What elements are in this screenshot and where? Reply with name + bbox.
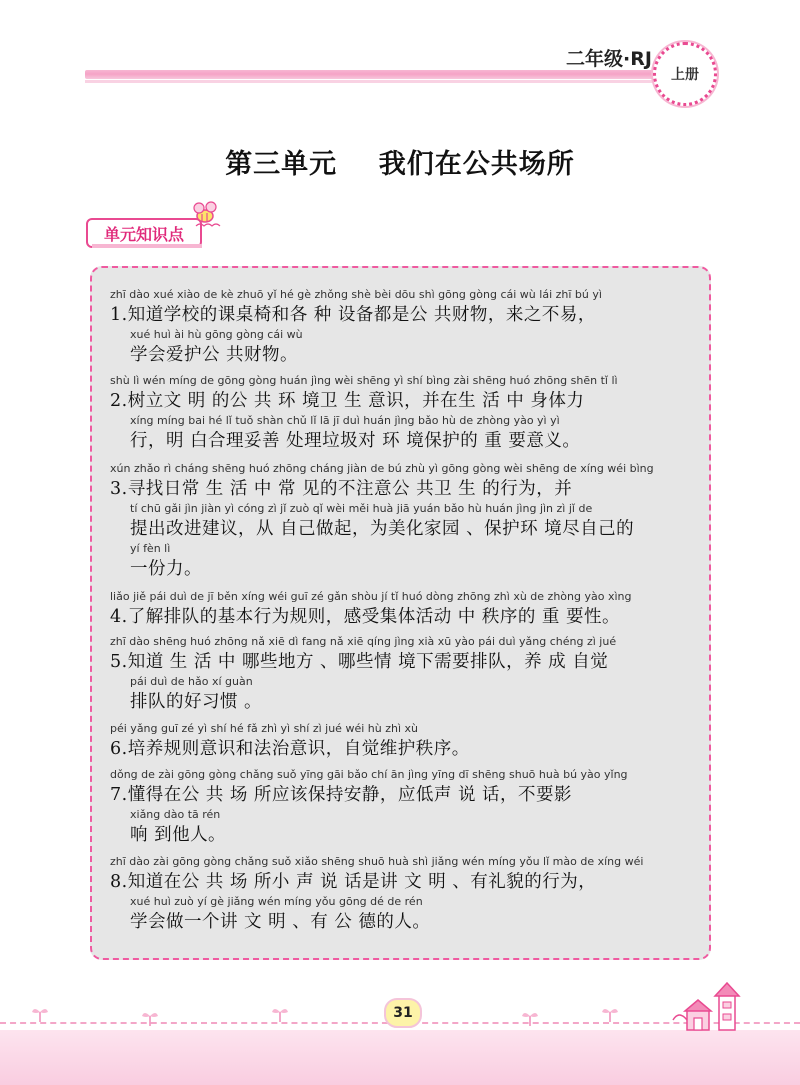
text-line: 7.懂得在公 共 场 所应该保持安静，应低声 说 话，不要影 bbox=[110, 785, 573, 805]
list-item bbox=[110, 634, 700, 714]
pinyin-line: zhī dào xué xiào de kè zhuō yǐ hé gè zhǒng shè bèi dōu shì gōng gòng cái wù lái zhī bú yì bbox=[110, 288, 602, 301]
footer-band bbox=[0, 1030, 800, 1085]
pinyin-line: pái duì de hǎo xí guàn bbox=[130, 675, 253, 688]
pinyin-line: liǎo jiě pái duì de jī běn xíng wéi guī zé gǎn shòu jí tǐ huó dòng zhōng zhì xù de zhòng yào xìng bbox=[110, 590, 632, 603]
pinyin-line: péi yǎng guī zé yì shí hé fǎ zhì yì shí zì jué wéi hù zhì xù bbox=[110, 722, 418, 735]
pinyin-line: zhī dào zài gōng gòng chǎng suǒ xiǎo shēng shuō huà shì jiǎng wén míng yǒu lǐ mào de xíng wéi bbox=[110, 855, 644, 868]
pinyin-line: tí chū gǎi jìn jiàn yì cóng zì jǐ zuò qǐ wèi měi huà jiā yuán bǎo hù huán jìng jìn zì jǐ de bbox=[130, 502, 593, 515]
text-line: 响 到他人。 bbox=[130, 825, 227, 845]
list-item bbox=[110, 721, 700, 761]
text-line: 学会爱护公 共财物。 bbox=[130, 345, 299, 365]
list-item bbox=[110, 373, 700, 453]
header-bar-shadow bbox=[85, 80, 671, 83]
text-line: 3.寻找日常 生 活 中 常 见的不注意公 共卫 生 的行为，并 bbox=[110, 479, 573, 499]
section-tag: 单元知识点 bbox=[86, 218, 202, 248]
section-tag-underline bbox=[92, 244, 202, 248]
text-line: 6.培养规则意识和法治意识，自觉维护秩序。 bbox=[110, 739, 470, 759]
list-item bbox=[110, 589, 700, 629]
text-line: 行，明 白合理妥善 处理垃圾对 环 境保护的 重 要意义。 bbox=[130, 431, 581, 451]
text-line: 一份力。 bbox=[130, 559, 202, 579]
list-item bbox=[110, 287, 700, 367]
grade-label: 二年级·RJ bbox=[566, 48, 652, 70]
sprout-icon bbox=[600, 1004, 620, 1022]
text-line: 提出改进建议，从 自己做起，为美化家园 、保护环 境尽自己的 bbox=[130, 519, 635, 539]
pinyin-line: xiǎng dào tā rén bbox=[130, 808, 221, 821]
pinyin-line: xué huì zuò yí gè jiǎng wén míng yǒu gōng dé de rén bbox=[130, 895, 423, 908]
list-item bbox=[110, 854, 700, 934]
text-line: 学会做一个讲 文 明 、有 公 德的人。 bbox=[130, 912, 431, 932]
list-item bbox=[110, 767, 700, 847]
text-line: 排队的好习惯 。 bbox=[130, 692, 263, 712]
page-title: 第三单元 我们在公共场所 bbox=[225, 149, 575, 180]
header-bar bbox=[85, 70, 671, 79]
text-line: 1.知道学校的课桌椅和各 种 设备都是公 共财物，来之不易， bbox=[110, 305, 596, 325]
sprout-icon bbox=[140, 1008, 160, 1026]
volume-badge: 上册 bbox=[653, 42, 717, 106]
pinyin-line: xué huì ài hù gōng gòng cái wù bbox=[130, 328, 303, 341]
text-line: 8.知道在公 共 场 所小 声 说 话是讲 文 明 、有礼貌的行为， bbox=[110, 872, 597, 892]
house-illustration-icon bbox=[665, 980, 755, 1035]
sprout-icon bbox=[270, 1004, 290, 1022]
pinyin-line: xíng míng bai hé lǐ tuǒ shàn chǔ lǐ lā jī duì huán jìng bǎo hù de zhòng yào yì yì bbox=[130, 414, 560, 427]
pinyin-line: shù lì wén míng de gōng gòng huán jìng wèi shēng yì shí bìng zài shēng huó zhōng shēn tǐ lì bbox=[110, 374, 618, 387]
list-item bbox=[110, 461, 700, 581]
text-line: 4.了解排队的基本行为规则，感受集体活动 中 秩序的 重 要性。 bbox=[110, 607, 620, 627]
text-line: 2.树立文 明 的公 共 环 境卫 生 意识，并在生 活 中 身体力 bbox=[110, 391, 585, 411]
pinyin-line: dǒng de zài gōng gòng chǎng suǒ yīng gāi bǎo chí ān jìng yīng dī shēng shuō huà bú yào yǐng bbox=[110, 768, 628, 781]
bee-icon bbox=[188, 196, 222, 230]
pinyin-line: zhī dào shēng huó zhōng nǎ xiē dì fang nǎ xiē qíng jìng xià xū yào pái duì yǎng chéng zì jué bbox=[110, 635, 617, 648]
sprout-icon bbox=[520, 1008, 540, 1026]
pinyin-line: xún zhǎo rì cháng shēng huó zhōng cháng jiàn de bú zhù yì gōng gòng wèi shēng de xíng wéi bìng bbox=[110, 462, 654, 475]
text-line: 5.知道 生 活 中 哪些地方 、哪些情 境下需要排队，养 成 自觉 bbox=[110, 652, 609, 672]
pinyin-line: yí fèn lì bbox=[130, 542, 171, 555]
page-number: 31 bbox=[384, 998, 422, 1028]
sprout-icon bbox=[30, 1004, 50, 1022]
